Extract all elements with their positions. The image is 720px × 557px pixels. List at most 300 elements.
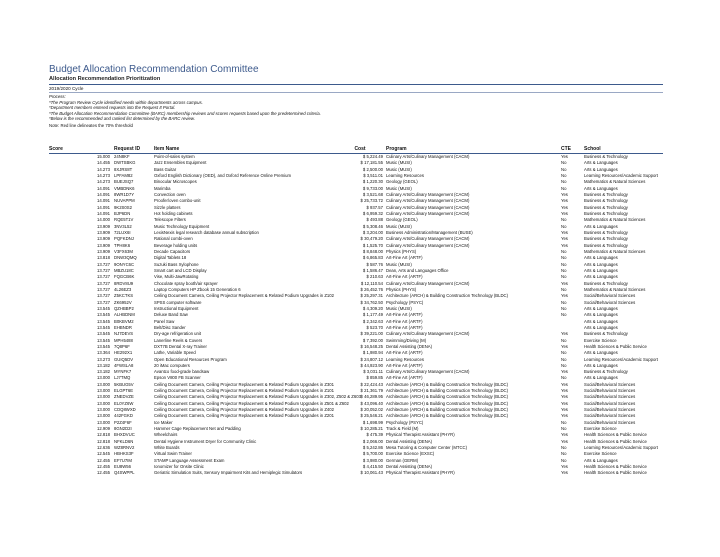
- score-cell: 12.455: [97, 457, 110, 463]
- school-cell: Business & Technology: [584, 210, 628, 216]
- score-cell: 14.273: [97, 166, 110, 172]
- cte-cell: Yes: [561, 369, 568, 375]
- program-cell: Dental Assisting (DENA): [386, 464, 433, 470]
- score-cell: 13.545: [97, 343, 110, 349]
- cost-cell: $ 24,807.12: [360, 356, 383, 362]
- program-cell: Culinary Arts/Culinary Management (CACM): [386, 191, 470, 197]
- program-cell: Culinary Arts/Culinary Management (CACM): [386, 210, 470, 216]
- request-id-cell: 24N8KF: [114, 154, 130, 159]
- score-cell: 12.636: [97, 445, 110, 451]
- table-header-row: [49, 145, 663, 154]
- program-cell: Mesa Tutoring & Computer Center (MTCC): [386, 445, 468, 451]
- request-id-cell: HE292X1: [114, 350, 133, 356]
- item-name-cell: SPSS computer software: [154, 299, 202, 305]
- school-cell: Social/Behavioral Sciences: [584, 419, 636, 425]
- request-id-cell: Q4SWPPL: [114, 470, 135, 476]
- cte-cell: No: [561, 375, 567, 381]
- request-id-cell: 3NV3L52: [114, 223, 132, 229]
- cost-cell: $ 2,066.00: [362, 438, 383, 444]
- cte-cell: Yes: [561, 293, 568, 299]
- item-name-cell: Marimba: [154, 185, 171, 191]
- school-cell: Learning Resources/Academic Support: [584, 172, 658, 178]
- request-id-cell: MPH5488: [114, 337, 133, 343]
- cte-cell: Yes: [561, 204, 568, 210]
- cost-cell: $ 6,865.83: [362, 255, 383, 261]
- request-id-cell: NUVAPPM: [114, 198, 135, 204]
- cte-cell: No: [561, 185, 567, 191]
- school-cell: Mathematics & Natural Sciences: [584, 179, 646, 185]
- school-cell: Arts & Languages: [584, 223, 618, 229]
- school-cell: Social/Behavioral Sciences: [584, 388, 636, 394]
- item-name-cell: Deluxe Band Saw: [154, 312, 188, 318]
- item-name-cell: Lanerline Reels & Covers: [154, 337, 203, 343]
- program-cell: Culinary Arts/Culinary Management (CACM): [386, 280, 470, 286]
- school-cell: Arts & Languages: [584, 312, 618, 318]
- program-cell: Music (MUSI): [386, 305, 412, 311]
- cost-cell: $ 39,221.00: [360, 331, 383, 337]
- cte-cell: No: [561, 305, 567, 311]
- cte-cell: Yes: [561, 413, 568, 419]
- cte-cell: No: [561, 419, 567, 425]
- cte-cell: No: [561, 261, 567, 267]
- cte-cell: No: [561, 286, 567, 292]
- score-cell: 13.545: [97, 324, 110, 330]
- program-cell: Architecture (ARCH) & Building Construction Technology (BLDC): [386, 400, 509, 406]
- school-cell: Arts & Languages: [584, 160, 618, 166]
- school-cell: Business & Technology: [584, 229, 628, 235]
- score-cell: 14.091: [97, 198, 110, 204]
- request-id-cell: 4FWSLA8: [114, 362, 134, 368]
- col-program: Program: [386, 145, 561, 154]
- request-id-cell: BHXDVUC: [114, 432, 135, 438]
- item-name-cell: Decade Capacitors: [154, 248, 191, 254]
- program-cell: Music (MUSI): [386, 160, 412, 166]
- program-cell: Culinary Arts/Culinary Management (CACM): [386, 198, 470, 204]
- cte-cell: No: [561, 255, 567, 261]
- score-cell: 13.909: [97, 223, 110, 229]
- cost-cell: $ 43,096.40: [360, 400, 383, 406]
- score-cell: 13.909: [97, 229, 110, 235]
- score-cell: 13.000: [97, 394, 110, 400]
- program-cell: Culinary Arts/Culinary Management (CACM): [386, 236, 470, 242]
- request-id-cell: PQFKDNJ: [114, 236, 134, 242]
- request-id-cell: ZK6952V: [114, 299, 132, 305]
- score-cell: 13.545: [97, 318, 110, 324]
- cost-cell: $ 1,525.70: [362, 242, 383, 248]
- school-cell: Exercise Science: [584, 426, 617, 432]
- cost-cell: $ 25,733.72: [360, 198, 383, 204]
- cost-cell: $ 4,309.20: [362, 305, 383, 311]
- item-name-cell: Dental Hygiene Instrument Dryer for Community Clinic: [154, 438, 257, 444]
- request-id-cell: QZHBBP2: [114, 305, 134, 311]
- cost-cell: $ 16,548.25: [360, 343, 383, 349]
- cost-cell: $ 25,297.31: [360, 293, 383, 299]
- request-id-cell: EU8W56: [114, 464, 132, 470]
- cte-cell: Yes: [561, 470, 568, 476]
- item-name-cell: Geriatric Simulation Suits, Sensory Impairment Kits and Hemiplegic Simulators: [154, 470, 303, 476]
- school-cell: Social/Behavioral Sciences: [584, 293, 636, 299]
- cost-cell: $ 6,959.32: [362, 210, 383, 216]
- program-cell: Physics (PHYS): [386, 286, 417, 292]
- request-id-cell: BJP6DN: [114, 210, 131, 216]
- cost-cell: $ 10,061.43: [360, 470, 383, 476]
- school-cell: Arts & Languages: [584, 255, 618, 261]
- program-cell: Psychology (PSYC): [386, 299, 424, 305]
- item-name-cell: Beverage holding units: [154, 242, 198, 248]
- program-cell: Track & Field (M): [386, 426, 419, 432]
- request-id-cell: BUEJSQ7: [114, 179, 134, 185]
- request-id-cell: LJ7TMQ: [114, 375, 131, 381]
- cte-cell: Yes: [561, 191, 568, 197]
- cost-cell: $ 3,511.01: [363, 172, 383, 178]
- item-name-cell: Ceiling Document Camera, Ceiling Projector Replacement & Related Podium Upgrades in Z101: [154, 388, 335, 394]
- item-name-cell: DXT7B Dental X-ray Trainer: [154, 343, 207, 349]
- request-id-cell: NJ7DEVS: [114, 331, 134, 337]
- score-cell: 13.727: [97, 293, 110, 299]
- cost-cell: $ 475.39: [366, 432, 383, 438]
- note-line: *Department members entered requests into the Request It Portal.: [49, 105, 176, 111]
- note-line: Process:: [49, 94, 66, 99]
- school-cell: Arts & Languages: [584, 457, 618, 463]
- cost-cell: $ 8,848.00: [362, 248, 383, 254]
- school-cell: Business & Technology: [584, 154, 628, 159]
- cost-cell: $ 3,521.68: [362, 191, 383, 197]
- program-cell: Music (MUSI): [386, 185, 412, 191]
- school-cell: Arts & Languages: [584, 274, 618, 280]
- cost-cell: $ 937.57: [366, 204, 383, 210]
- program-cell: Architecture (ARCH) & Building Construction Technology (BLDC): [386, 413, 509, 419]
- item-name-cell: Jazz Ensembles Equipment: [154, 160, 207, 166]
- item-name-cell: Laptop Computers HP Zbook 15 Generation 6: [154, 286, 241, 292]
- item-name-cell: Ice Maker: [154, 419, 173, 425]
- score-cell: 13.000: [97, 375, 110, 381]
- school-cell: Arts & Languages: [584, 305, 618, 311]
- cost-cell: $ 859.85: [366, 375, 383, 381]
- program-cell: Dean, Arts and Languages Office: [386, 267, 449, 273]
- school-cell: Health Sciences & Public Service: [584, 343, 647, 349]
- cost-cell: $ 5,242.86: [362, 445, 383, 451]
- request-id-cell: DNW3QMQ: [114, 255, 137, 261]
- item-name-cell: Bass Guitar: [154, 166, 177, 172]
- cost-cell: $ 9,733.00: [362, 185, 383, 191]
- school-cell: Business & Technology: [584, 280, 628, 286]
- score-cell: 14.455: [97, 160, 110, 166]
- school-cell: Learning Resources/Academic Support: [584, 445, 658, 451]
- request-id-cell: 8WR1D7Y: [114, 191, 135, 197]
- score-cell: 14.000: [97, 217, 110, 223]
- item-name-cell: Convection oven: [154, 191, 186, 197]
- cte-cell: No: [561, 451, 567, 457]
- col-school: School: [584, 145, 663, 154]
- program-cell: Culinary Arts/Culinary Management (CACM): [386, 369, 470, 375]
- cte-cell: No: [561, 457, 567, 463]
- item-name-cell: Rational combi-oven: [154, 236, 193, 242]
- school-cell: Health Sciences & Public Service: [584, 438, 647, 444]
- score-cell: 13.909: [97, 248, 110, 254]
- program-cell: Psychology (PSYC): [386, 419, 424, 425]
- request-id-cell: EF7U7IM: [114, 457, 132, 463]
- cost-cell: $ 10,285.21: [360, 426, 383, 432]
- item-name-cell: 20 iMac computers: [154, 362, 190, 368]
- school-cell: Arts & Languages: [584, 318, 618, 324]
- note-line: *The Program Review Cycle identified needs within departments across campus.: [49, 99, 203, 105]
- request-id-cell: TPH8K6: [114, 242, 131, 248]
- school-cell: Business & Technology: [584, 198, 628, 204]
- request-id-cell: MBZU18C: [114, 267, 134, 273]
- score-cell: 13.727: [97, 286, 110, 292]
- request-id-cell: WZ8RNV2: [114, 445, 135, 451]
- program-cell: Architecture (ARCH) & Building Construction Technology (BLDC): [386, 293, 509, 299]
- request-id-cell: ALHBDNM: [114, 312, 135, 318]
- cost-cell: $ 5,700.00: [362, 451, 383, 457]
- school-cell: Arts & Languages: [584, 261, 618, 267]
- cost-cell: $ 7,392.00: [362, 337, 383, 343]
- cte-cell: No: [561, 172, 567, 178]
- school-cell: Health Sciences & Public Service: [584, 470, 647, 476]
- page-title: Budget Allocation Recommendation Committee: [49, 64, 259, 75]
- cte-cell: Yes: [561, 400, 568, 406]
- program-cell: Art-Fine Art (ARTF): [386, 375, 423, 381]
- score-cell: 14.091: [97, 191, 110, 197]
- cte-cell: Yes: [561, 154, 568, 159]
- cte-cell: No: [561, 337, 567, 343]
- score-cell: 13.000: [97, 388, 110, 394]
- program-cell: Business Administration/Management (BUSE): [386, 229, 473, 235]
- process-notes: [49, 94, 663, 122]
- program-cell: Culinary Arts/Culinary Management (CACM): [386, 242, 470, 248]
- item-name-cell: Instructional Equipment: [154, 305, 199, 311]
- score-cell: 14.091: [97, 185, 110, 191]
- school-cell: Mathematics & Natural Sciences: [584, 286, 646, 292]
- program-cell: Art-Fine Art (ARTF): [386, 324, 423, 330]
- program-cell: Physical Therapist Assistant (PHYR): [386, 432, 455, 438]
- cost-cell: $ 12,110.54: [360, 280, 383, 286]
- program-cell: Culinary Arts/Culinary Management (CACM): [386, 204, 470, 210]
- score-cell: 13.727: [97, 299, 110, 305]
- program-cell: Culinary Arts/Culinary Management (CACM): [386, 154, 470, 159]
- col-item-name: Item Name: [154, 145, 334, 154]
- score-cell: 13.909: [97, 242, 110, 248]
- school-cell: Business & Technology: [584, 331, 628, 337]
- item-name-cell: Chocolate spray booth/air sprayer: [154, 280, 218, 286]
- item-name-cell: Smart cart and LCD Display: [154, 267, 207, 273]
- program-cell: Learning Resources: [386, 172, 425, 178]
- request-id-cell: EL0YZ6W: [114, 400, 134, 406]
- item-name-cell: Panel Saw: [154, 318, 175, 324]
- cte-cell: No: [561, 350, 567, 356]
- cost-cell: $ 3,031.11: [363, 369, 383, 375]
- score-cell: 13.000: [97, 413, 110, 419]
- program-cell: Music (MUSI): [386, 223, 412, 229]
- cycle-label: 2019/2020 Cycle: [49, 86, 663, 93]
- school-cell: Business & Technology: [584, 204, 628, 210]
- program-cell: Exercise Science (EXSC): [386, 451, 435, 457]
- school-cell: Business & Technology: [584, 242, 628, 248]
- score-cell: 13.727: [97, 280, 110, 286]
- score-cell: 13.000: [97, 400, 110, 406]
- score-cell: 13.545: [97, 337, 110, 343]
- program-cell: Music (MUSI): [386, 166, 412, 172]
- cost-cell: $ 5,308.46: [362, 223, 383, 229]
- cost-cell: $ 2,500.00: [362, 166, 383, 172]
- score-cell: 14.091: [97, 204, 110, 210]
- cost-cell: $ 523.70: [366, 324, 383, 330]
- cte-cell: No: [561, 445, 567, 451]
- request-id-cell: GUIQ5DV: [114, 356, 134, 362]
- cte-cell: Yes: [561, 242, 568, 248]
- score-cell: 12.818: [97, 432, 110, 438]
- item-name-cell: Suzuki Bass Xylophone: [154, 261, 199, 267]
- request-id-cell: Z5KCTKS: [114, 293, 134, 299]
- request-id-cell: MYNFK7: [114, 369, 132, 375]
- page-subtitle: Allocation Recommendation Prioritization: [49, 76, 663, 85]
- cte-cell: Yes: [561, 343, 568, 349]
- school-cell: Arts & Languages: [584, 375, 618, 381]
- request-id-cell: P2Z4F6F: [114, 419, 132, 425]
- score-cell: 12.545: [97, 451, 110, 457]
- school-cell: Arts & Languages: [584, 324, 618, 330]
- score-cell: 13.182: [97, 362, 110, 368]
- score-cell: 13.818: [97, 255, 110, 261]
- cte-cell: Yes: [561, 280, 568, 286]
- item-name-cell: Ceiling Document Camera, Ceiling Projector Replacement & Related Podium Upgrades in Z302, Z502 & Z603: [154, 394, 361, 400]
- score-cell: 13.727: [97, 274, 110, 280]
- table-body: [49, 154, 663, 477]
- score-cell: 14.273: [97, 179, 110, 185]
- cte-cell: Yes: [561, 331, 568, 337]
- item-name-cell: Belt/Disc Sander: [154, 324, 186, 330]
- cost-cell: $ 3,204.00: [362, 229, 383, 235]
- score-cell: 13.000: [97, 419, 110, 425]
- item-name-cell: Ceiling Document Camera, Ceiling Projector Replacement & Related Podium Upgrades in Z301: [154, 381, 335, 387]
- item-name-cell: Avantco food-grade bandsaw: [154, 369, 210, 375]
- cost-cell: $ 30,479.20: [360, 236, 383, 242]
- score-cell: 12.455: [97, 464, 110, 470]
- request-id-cell: LPFAM82: [114, 172, 133, 178]
- cte-cell: No: [561, 217, 567, 223]
- school-cell: Social/Behavioral Sciences: [584, 407, 636, 413]
- score-cell: 13.364: [97, 350, 110, 356]
- request-id-cell: 7Q8P6F: [114, 343, 130, 349]
- school-cell: Business & Technology: [584, 236, 628, 242]
- item-name-cell: LexisNexis legal research database annual subscription: [154, 229, 259, 235]
- school-cell: Learning Resources/Academic Support: [584, 356, 658, 362]
- cost-cell: $ 34,762.50: [360, 299, 383, 305]
- cost-cell: $ 1,220.30: [362, 179, 383, 185]
- score-cell: 14.273: [97, 172, 110, 178]
- col-cte: CTE: [561, 145, 584, 154]
- request-id-cell: V3FX63M: [114, 248, 133, 254]
- item-name-cell: Vise, Multi-JawRotating: [154, 274, 199, 280]
- table-row: [49, 154, 663, 161]
- cost-cell: $ 2,342.63: [362, 318, 383, 324]
- item-name-cell: Ceiling Document Camera, Ceiling Projector Replacement & Related Podium Upgrades in Z501 & Z602: [154, 400, 349, 406]
- cost-cell: $ 587.76: [366, 261, 383, 267]
- cte-cell: No: [561, 312, 567, 318]
- program-cell: Architecture (ARCH) & Building Construction Technology (BLDC): [386, 388, 509, 394]
- cte-cell: No: [561, 426, 567, 432]
- cte-cell: No: [561, 362, 567, 368]
- school-cell: Social/Behavioral Sciences: [584, 413, 636, 419]
- cost-cell: $ 493.88: [366, 217, 383, 223]
- score-cell: 15.000: [97, 154, 110, 159]
- request-id-cell: 4L26EZ3: [114, 286, 132, 292]
- cte-cell: Yes: [561, 198, 568, 204]
- note-line: *The Budget Allocation Recommendation Committee (BARC) membership reviews and scores requests based upon the predetermined criteria.: [49, 110, 321, 116]
- program-cell: German (GERM): [386, 457, 419, 463]
- cte-cell: Yes: [561, 210, 568, 216]
- cte-cell: Yes: [561, 381, 568, 387]
- program-cell: Dental Assisting (DENA): [386, 438, 433, 444]
- program-cell: Learning Resources: [386, 356, 425, 362]
- cte-cell: Yes: [561, 236, 568, 242]
- cost-cell: $ 1,177.49: [362, 312, 383, 318]
- cte-cell: Yes: [561, 407, 568, 413]
- item-name-cell: Open Educational Resources Program: [154, 356, 227, 362]
- program-cell: Culinary Arts/Culinary Management (CACM): [386, 331, 470, 337]
- cte-cell: No: [561, 267, 567, 273]
- request-id-cell: EHBNDR: [114, 324, 132, 330]
- request-id-cell: 8XJRS8T: [114, 166, 133, 172]
- cost-cell: $ 210.63: [366, 274, 383, 280]
- allocation-table: [49, 145, 663, 477]
- cte-cell: Yes: [561, 229, 568, 235]
- cte-cell: Yes: [561, 432, 568, 438]
- request-id-cell: CDQ8WXD: [114, 407, 136, 413]
- cost-cell: $ 3,980.00: [362, 457, 383, 463]
- school-cell: Health Sciences & Public Service: [584, 432, 647, 438]
- program-cell: Art-Fine Art (ARTF): [386, 362, 423, 368]
- program-cell: Architecture (ARCH) & Building Construction Technology (BLDC): [386, 394, 509, 400]
- school-cell: Social/Behavioral Sciences: [584, 394, 636, 400]
- cost-cell: $ 21,361.79: [360, 388, 383, 394]
- school-cell: Exercise Science: [584, 451, 617, 457]
- program-cell: Physical Therapist Assistant (PHYR): [386, 470, 455, 476]
- cost-cell: $ 44,923.90: [360, 362, 383, 368]
- school-cell: Arts & Languages: [584, 350, 618, 356]
- col-request-id: Request ID: [114, 145, 154, 154]
- item-name-cell: Ionomizer for Onsite Clinic: [154, 464, 204, 470]
- cost-cell: $ 22,424.43: [360, 381, 383, 387]
- score-cell: 13.000: [97, 407, 110, 413]
- cte-cell: No: [561, 166, 567, 172]
- request-id-cell: ELGPT6E: [114, 388, 134, 394]
- program-cell: Geology (GEOL): [386, 179, 418, 185]
- cost-cell: $ 4,415.50: [362, 464, 383, 470]
- cte-cell: Yes: [561, 464, 568, 470]
- item-name-cell: Proofer/oven combo-unit: [154, 198, 201, 204]
- school-cell: Business & Technology: [584, 369, 628, 375]
- score-cell: 13.909: [97, 236, 110, 242]
- item-name-cell: White Boards: [154, 445, 180, 451]
- score-cell: 12.455: [97, 470, 110, 476]
- item-name-cell: Dry-age refrigeration unit: [154, 331, 202, 337]
- request-id-cell: 9K2S0S2: [114, 204, 132, 210]
- school-cell: Business & Technology: [584, 191, 628, 197]
- request-id-cell: 9ONYC6C: [114, 261, 135, 267]
- request-id-cell: HBHKS3F: [114, 451, 134, 457]
- item-name-cell: Binocular Microscopes: [154, 179, 197, 185]
- request-id-cell: RQE5T1V: [114, 217, 134, 223]
- item-name-cell: Hot holding cabinets: [154, 210, 193, 216]
- score-cell: 12.818: [97, 438, 110, 444]
- request-id-cell: 8RDV8U9: [114, 280, 134, 286]
- score-cell: 13.727: [97, 261, 110, 267]
- note-line: *Below is the recommended and ranked list determined by the BARC review.: [49, 116, 195, 122]
- request-id-cell: 8GN2D2I: [114, 426, 132, 432]
- school-cell: Arts & Languages: [584, 267, 618, 273]
- program-cell: Art-Fine Art (ARTF): [386, 255, 423, 261]
